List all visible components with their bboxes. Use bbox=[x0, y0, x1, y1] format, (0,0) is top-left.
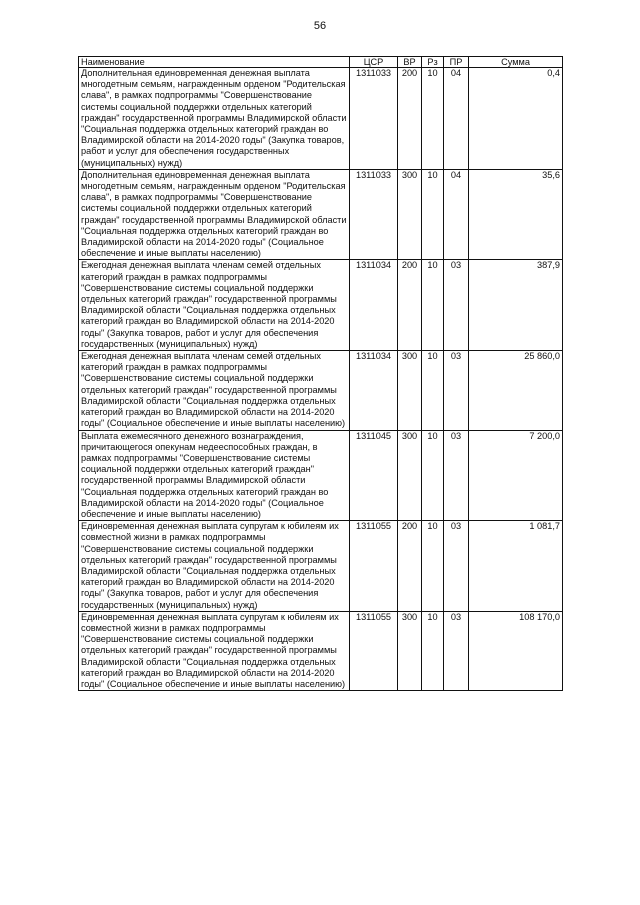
table-row bbox=[79, 611, 563, 690]
table-row bbox=[79, 521, 563, 612]
row-pr: 03 bbox=[444, 521, 469, 612]
row-vr: 200 bbox=[398, 521, 422, 612]
row-rz: 10 bbox=[422, 68, 444, 170]
row-pr: 04 bbox=[444, 68, 469, 170]
row-rz: 10 bbox=[422, 169, 444, 260]
page-number: 56 bbox=[313, 20, 327, 32]
row-name: Единовременная денежная выплата супругам к юбилеям их совместной жизни в рамках подпрограммы "Совершенствование системы социальной поддержки отдельных категорий граждан" государственной программы Владимирской области "Социальная поддержка отдельных категорий граждан во Владимирской области на 2014-2020 годы" (Социальное обеспечение и иные выплаты населению) bbox=[79, 611, 350, 690]
row-sum: 1 081,7 bbox=[469, 521, 563, 612]
row-sum: 0,4 bbox=[469, 68, 563, 170]
row-name: Ежегодная денежная выплата членам семей отдельных категорий граждан в рамках подпрограммы "Совершенствование системы социальной поддержки отдельных категорий граждан" государственной программы Владимирской области "Социальная поддержка отдельных категорий граждан во Владимирской области на 2014-2020 годы" (Социальное обеспечение и иные выплаты населению) bbox=[79, 351, 350, 430]
row-vr: 200 bbox=[398, 68, 422, 170]
row-sum: 25 860,0 bbox=[469, 351, 563, 430]
row-sum: 108 170,0 bbox=[469, 611, 563, 690]
row-vr: 300 bbox=[398, 430, 422, 521]
row-name: Выплата ежемесячного денежного вознаграждения, причитающегося опекунам недееспособных граждан, в рамках подпрограммы "Совершенствование системы социальной поддержки отдельных категорий граждан" государственной программы Владимирской области "Социальная поддержка отдельных категорий граждан во Владимирской области на 2014-2020 годы" (Социальное обеспечение и иные выплаты населению) bbox=[79, 430, 350, 521]
row-vr: 300 bbox=[398, 169, 422, 260]
row-pr: 04 bbox=[444, 169, 469, 260]
header-sum: Сумма bbox=[469, 57, 563, 68]
row-rz: 10 bbox=[422, 611, 444, 690]
row-pr: 03 bbox=[444, 260, 469, 351]
row-pr: 03 bbox=[444, 351, 469, 430]
row-sum: 35,6 bbox=[469, 169, 563, 260]
budget-table bbox=[78, 56, 563, 691]
row-pr: 03 bbox=[444, 611, 469, 690]
header-rz: Рз bbox=[422, 57, 444, 68]
row-csr: 1311055 bbox=[350, 521, 398, 612]
row-name: Единовременная денежная выплата супругам к юбилеям их совместной жизни в рамках подпрограммы "Совершенствование системы социальной поддержки отдельных категорий граждан" государственной программы Владимирской области "Социальная поддержка отдельных категорий граждан во Владимирской области на 2014-2020 годы" (Закупка товаров, работ и услуг для обеспечения государственных (муниципальных) нужд) bbox=[79, 521, 350, 612]
row-name: Дополнительная единовременная денежная выплата многодетным семьям, награжденным орденом "Родительская слава", в рамках подпрограммы "Совершенствование системы социальной поддержки отдельных категорий граждан" государственной программы Владимирской области "Социальная поддержка отдельных категорий граждан во Владимирской области на 2014-2020 годы" (Закупка товаров, работ и услуг для обеспечения государственных (муниципальных) нужд) bbox=[79, 68, 350, 170]
row-sum: 7 200,0 bbox=[469, 430, 563, 521]
header-vr: ВР bbox=[398, 57, 422, 68]
table-row bbox=[79, 351, 563, 430]
row-csr: 1311045 bbox=[350, 430, 398, 521]
header-name: Наименование bbox=[79, 57, 350, 68]
row-csr: 1311033 bbox=[350, 68, 398, 170]
table-row bbox=[79, 169, 563, 260]
table-row bbox=[79, 68, 563, 170]
table-header-row bbox=[79, 57, 563, 68]
row-vr: 200 bbox=[398, 260, 422, 351]
row-rz: 10 bbox=[422, 260, 444, 351]
row-csr: 1311034 bbox=[350, 260, 398, 351]
row-sum: 387,9 bbox=[469, 260, 563, 351]
row-name: Ежегодная денежная выплата членам семей отдельных категорий граждан в рамках подпрограммы "Совершенствование системы социальной поддержки отдельных категорий граждан" государственной программы Владимирской области "Социальная поддержка отдельных категорий граждан во Владимирской области на 2014-2020 годы" (Закупка товаров, работ и услуг для обеспечения государственных (муниципальных) нужд) bbox=[79, 260, 350, 351]
row-name: Дополнительная единовременная денежная выплата многодетным семьям, награжденным орденом "Родительская слава", в рамках подпрограммы "Совершенствование системы социальной поддержки отдельных категорий граждан" государственной программы Владимирской области "Социальная поддержка отдельных категорий граждан во Владимирской области на 2014-2020 годы" (Социальное обеспечение и иные выплаты населению) bbox=[79, 169, 350, 260]
table-row bbox=[79, 260, 563, 351]
row-rz: 10 bbox=[422, 521, 444, 612]
row-rz: 10 bbox=[422, 430, 444, 521]
row-csr: 1311033 bbox=[350, 169, 398, 260]
row-rz: 10 bbox=[422, 351, 444, 430]
row-csr: 1311034 bbox=[350, 351, 398, 430]
row-csr: 1311055 bbox=[350, 611, 398, 690]
header-pr: ПР bbox=[444, 57, 469, 68]
row-vr: 300 bbox=[398, 351, 422, 430]
header-csr: ЦСР bbox=[350, 57, 398, 68]
row-vr: 300 bbox=[398, 611, 422, 690]
table-row bbox=[79, 430, 563, 521]
row-pr: 03 bbox=[444, 430, 469, 521]
